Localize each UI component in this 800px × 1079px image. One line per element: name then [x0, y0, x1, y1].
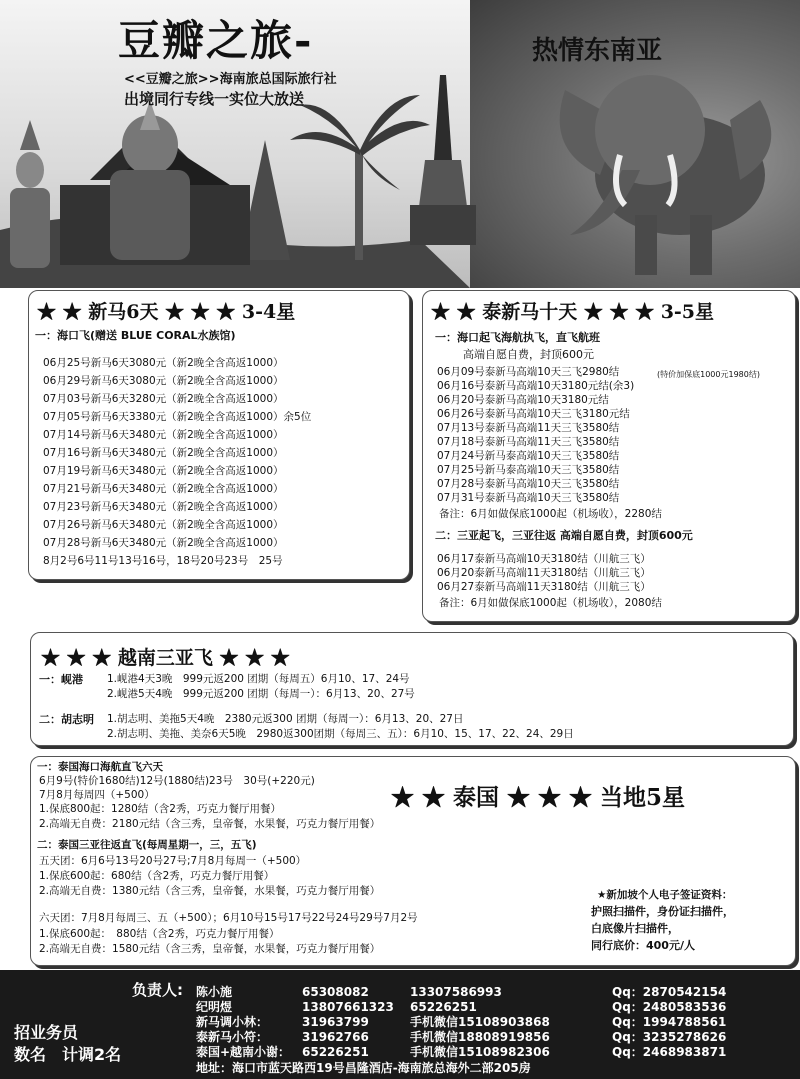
- taixinma-departure-row: 07月13号泰新马高端11天三飞3580结: [437, 422, 620, 434]
- recruit-line-2: 数名 计调2名: [14, 1045, 122, 1064]
- contact-name: 泰新马小符：: [196, 1030, 269, 1044]
- danang-option-1: 1.岘港4天3晚 999元返200 团期（每周五）6月10、17、24号: [107, 673, 410, 685]
- contact-phone1: 31962766: [302, 1030, 369, 1044]
- elephant-icon: [560, 75, 772, 275]
- thailand-s3-line: 2.高端无自费：1580元结（含三秀，皇帝餐，水果餐，巧克力餐厅用餐）: [39, 943, 381, 955]
- address: 地址：海口市蓝天路西19号昌隆酒店-海南旅总海外二部205房: [196, 1061, 531, 1075]
- vietnam-title: ★ ★ ★ 越南三亚飞 ★ ★ ★: [41, 647, 290, 669]
- contact-phone2: 手机微信15108903868: [410, 1015, 550, 1029]
- dancer-statue-icon: [10, 120, 50, 268]
- hochiminh-option-1: 1.胡志明、美拖5天4晚 2380元返300 团期（每周一）：6月13、20、27日: [107, 713, 464, 725]
- thailand-s3-line: 六天团：7月8月每周三、五（+500）；6月10号15号17号22号24号29号7月2号: [39, 912, 418, 924]
- contact-name: 泰国+越南小谢：: [196, 1045, 291, 1059]
- taixinma-section-2: 二：三亚起飞，三亚往返 高端自愿自费，封顶600元: [435, 529, 693, 542]
- contact-phone2: 65226251: [410, 1000, 477, 1014]
- thailand-section-1: 一：泰国海口海航直飞六天: [37, 761, 163, 773]
- contact-name: 陈小施: [196, 985, 233, 999]
- thailand-s3-line: 1.保底600起： 880结（含2秀，巧克力餐厅用餐）: [39, 928, 280, 940]
- tagline: 出境同行专线一实位大放送: [124, 90, 305, 108]
- visa-line: 白底像片扫描件，: [591, 922, 679, 935]
- taixinma-departure-row: 07月31号泰新马高端10天三飞3580结: [437, 492, 620, 504]
- thailand-s1-line: 1.保底800起：1280结（含2秀，巧克力餐厅用餐）: [39, 803, 281, 815]
- taixinma-departure-row: 07月18号泰新马高端11天三飞3580结: [437, 436, 620, 448]
- xinma-departure-row: 06月29号新马6天3080元（新2晚全含高返1000）: [43, 375, 284, 387]
- thailand-s2-line: 1.保底600起：680结（含2秀，巧克力餐厅用餐）: [39, 870, 275, 882]
- contact-phone1: 31963799: [302, 1015, 369, 1029]
- header-banner: [0, 0, 800, 288]
- thailand-s2-line: 五天团：6月6号13号20号27号;7月8月每周一（+500）: [39, 855, 307, 867]
- visa-line: 护照扫描件，身份证扫描件，: [591, 905, 734, 918]
- taixinma-departure-row: 06月26号泰新马高端10天三飞3180元结: [437, 408, 630, 420]
- agency-name: <<豆瓣之旅>>海南旅总国际旅行社: [124, 72, 337, 87]
- danang-option-2: 2.岘港5天4晚 999元返200 团期（每周一）：6月13、20、27号: [107, 688, 415, 700]
- thailand-section-2: 二：泰国三亚往返直飞(每周星期一，三，五飞): [37, 839, 257, 851]
- thailand-title: ★ ★ 泰国 ★ ★ ★ 当地5星: [391, 784, 686, 811]
- xinma-departure-row: 07月19号新马6天3480元（新2晚全含高返1000）: [43, 465, 284, 477]
- taixinma-sanya-row: 06月27泰新马高端11天3180结（川航三飞）: [437, 581, 651, 593]
- xinma-departure-row: 07月03号新马6天3280元（新2晚全含高返1000）: [43, 393, 284, 405]
- thailand-tour-box: [30, 756, 796, 966]
- contact-footer: [0, 970, 800, 1079]
- taixinma-departure-row: 06月16号泰新马高端10天3180元结(余3): [437, 380, 635, 392]
- taixinma-remark-2: 备注：6月如做保底1000起（机场收），2080结: [439, 597, 662, 609]
- hochiminh-label: 二：胡志明: [39, 713, 94, 726]
- contact-phone1: 65308082: [302, 985, 369, 999]
- contact-phone2: 手机微信15108982306: [410, 1045, 550, 1059]
- danang-label: 一：岘港: [39, 673, 83, 686]
- contact-qq: Qq：2468983871: [612, 1045, 727, 1059]
- thailand-s1-line: 6月9号(特价1680结)12号(1880结)23号 30号(+220元): [39, 775, 315, 787]
- taixinma-title: ★ ★ 泰新马十天 ★ ★ ★ 3-5星: [431, 301, 715, 323]
- page-title: 豆瓣之旅-: [118, 16, 314, 65]
- xinma-title: ★ ★ 新马6天 ★ ★ ★ 3-4星: [37, 301, 296, 323]
- xinma-departure-row: 07月16号新马6天3480元（新2晚全含高返1000）: [43, 447, 284, 459]
- hochiminh-option-2: 2.胡志明、美拖、美奈6天5晚 2980返300团期（每周三、五）：6月10、15、17、22、24、29日: [107, 728, 574, 740]
- taixinma-section-1-note: 高端自愿自费，封顶600元: [463, 348, 594, 361]
- special-price-note: (特价加保底1000元1980结): [657, 370, 760, 379]
- contact-phone2: 手机微信18808919856: [410, 1030, 550, 1044]
- contact-label: 负责人:: [132, 981, 183, 999]
- thailand-s1-line: 7月8月每周四（+500）: [39, 789, 155, 801]
- contact-qq: Qq：2870542154: [612, 985, 727, 999]
- taixinma-tour-box: [422, 290, 796, 622]
- taixinma-sanya-row: 06月17泰新马高端10天3180结（川航三飞）: [437, 553, 651, 565]
- contact-name: 新马调小林：: [196, 1015, 269, 1029]
- taixinma-sanya-row: 06月20泰新马高端11天3180结（川航三飞）: [437, 567, 651, 579]
- thailand-s1-line: 2.高端无自费：2180元结（含三秀，皇帝餐，水果餐，巧克力餐厅用餐）: [39, 818, 381, 830]
- taixinma-departure-row: 06月20号泰新马高端10天3180元结: [437, 394, 609, 406]
- thailand-s2-line: 2.高端无自费：1380元结（含三秀，皇帝餐，水果餐，巧克力餐厅用餐）: [39, 885, 381, 897]
- stupa-icon: [410, 75, 476, 245]
- xinma-departure-row: 07月05号新马6天3380元（新2晚全含高返1000）余5位: [43, 411, 312, 423]
- contact-phone1: 65226251: [302, 1045, 369, 1059]
- xinma-section-heading: 一：海口飞(赠送 BLUE CORAL水族馆): [35, 329, 236, 342]
- xinma-departure-row: 07月28号新马6天3480元（新2晚全含高返1000）: [43, 537, 284, 549]
- palm-tree-icon: [290, 95, 430, 260]
- taixinma-departure-row: 07月24号新马泰高端10天三飞3580结: [437, 450, 620, 462]
- contact-name: 纪明煜: [196, 1000, 233, 1014]
- xinma-departure-row: 07月23号新马6天3480元（新2晚全含高返1000）: [43, 501, 284, 513]
- recruit-line-1: 招业务员: [14, 1023, 79, 1042]
- contact-qq: Qq：3235278626: [612, 1030, 727, 1044]
- taixinma-departure-row: 06月09号泰新马高端10天三飞2980结: [437, 366, 620, 378]
- contact-phone2: 13307586993: [410, 985, 502, 999]
- contact-qq: Qq：1994788561: [612, 1015, 727, 1029]
- xinma-tour-box: [28, 290, 410, 580]
- taixinma-departure-row: 07月28号泰新马高端10天三飞3580结: [437, 478, 620, 490]
- region-title: 热情东南亚: [532, 36, 663, 66]
- contact-phone1: 13807661323: [302, 1000, 394, 1014]
- xinma-departure-row: 07月26号新马6天3480元（新2晚全含高返1000）: [43, 519, 284, 531]
- visa-line: 同行底价：400元/人: [591, 939, 695, 952]
- xinma-departure-row: 06月25号新马6天3080元（新2晚全含高返1000）: [43, 357, 284, 369]
- visa-line: ★新加坡个人电子签证资料：: [597, 889, 733, 901]
- xinma-departure-row: 8月2号6号11号13号16号，18号20号23号 25号: [43, 555, 283, 567]
- vietnam-tour-box: [30, 632, 794, 746]
- contact-qq: Qq：2480583536: [612, 1000, 727, 1014]
- taixinma-section-1: 一：海口起飞海航执飞，直飞航班: [435, 331, 600, 344]
- xinma-departure-row: 07月21号新马6天3480元（新2晚全含高返1000）: [43, 483, 284, 495]
- xinma-departure-row: 07月14号新马6天3480元（新2晚全含高返1000）: [43, 429, 284, 441]
- guardian-statue-icon: [110, 100, 190, 260]
- taixinma-remark-1: 备注：6月如做保底1000起（机场收），2280结: [439, 508, 662, 520]
- taixinma-departure-row: 07月25号新马泰高端10天三飞3580结: [437, 464, 620, 476]
